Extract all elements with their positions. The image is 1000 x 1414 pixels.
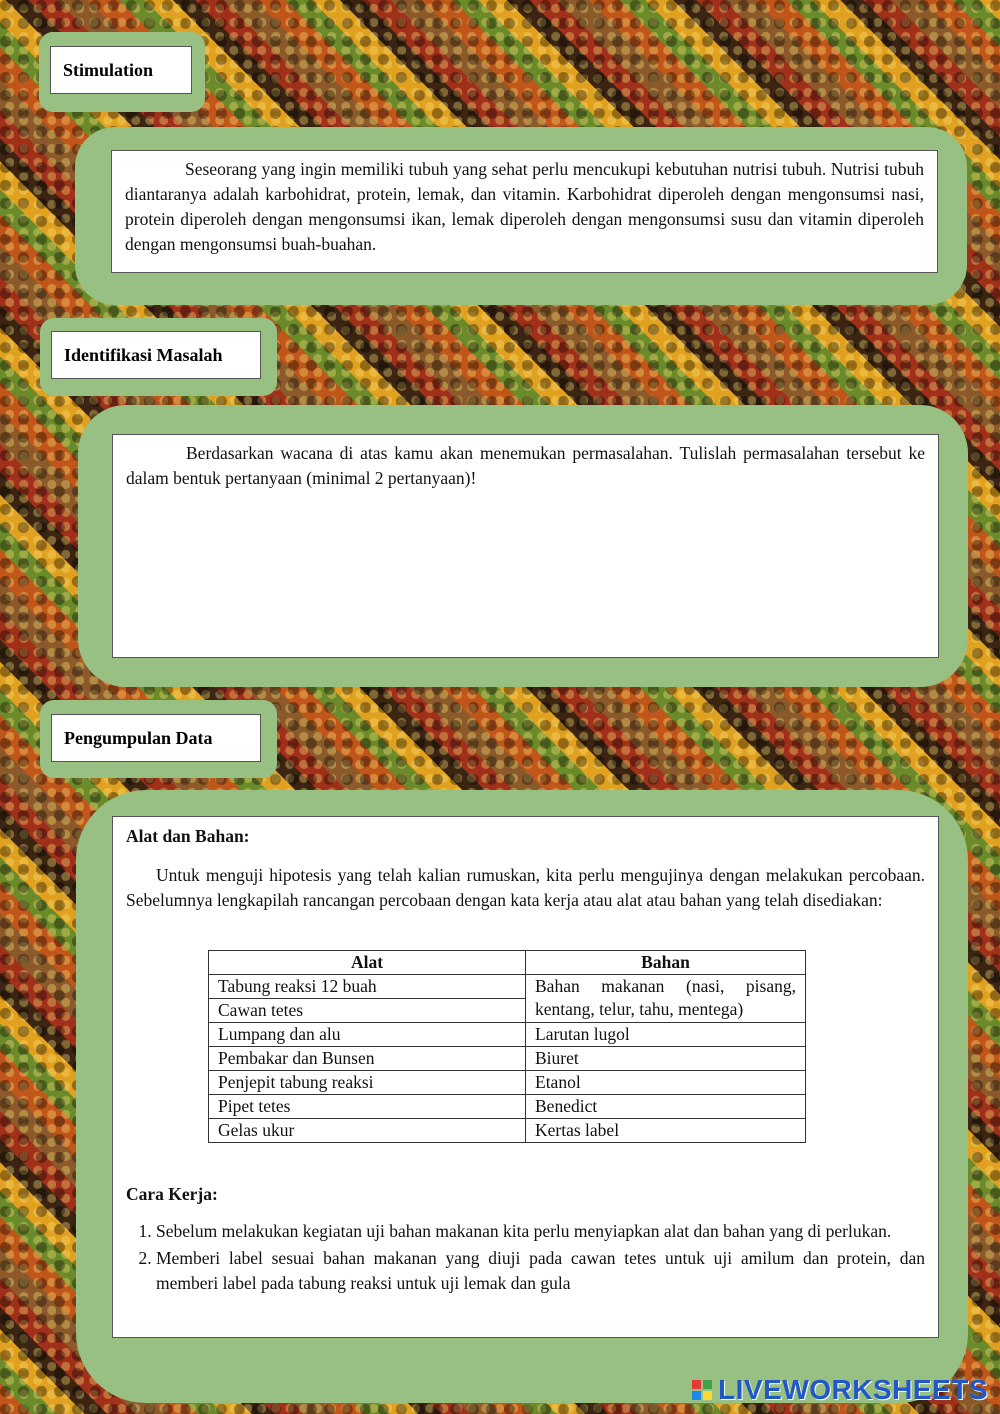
table-cell-alat: Pembakar dan Bunsen: [209, 1047, 526, 1071]
table-header-alat: Alat: [209, 951, 526, 975]
table-cell-alat: Pipet tetes: [209, 1095, 526, 1119]
table-cell-bahan: Benedict: [526, 1095, 806, 1119]
list-item: 2. Memberi label sesuai bahan makanan yang diuji pada cawan tetes untuk uji amilum dan protein, dan memberi label pada tabung reaksi untuk uji lemak dan gula: [156, 1246, 925, 1296]
table-cell-bahan: Biuret: [526, 1047, 806, 1071]
identifikasi-heading: Identifikasi Masalah: [51, 331, 261, 379]
stimulation-text: Seseorang yang ingin memiliki tubuh yang sehat perlu mencukupi kebutuhan nutrisi tubuh. Nutrisi tubuh diantaranya adalah karbohidrat, protein, lemak, dan vitamin. Karbohidrat diperoleh dengan mengonsumsi nasi, protein diperoleh dengan mengonsumsi ikan, lemak diperoleh dengan mengonsumsi susu dan vitamin diperoleh dengan mengonsumsi buah-buahan.: [125, 159, 924, 254]
table-header-row: [209, 951, 806, 975]
pengumpulan-heading: Pengumpulan Data: [51, 714, 261, 762]
table-cell-bahan: Bahan makanan (nasi, pisang, kentang, telur, tahu, mentega): [526, 975, 806, 1023]
cara-kerja-steps: [126, 1219, 925, 1296]
table-cell-alat: Lumpang dan alu: [209, 1023, 526, 1047]
pengumpulan-intro: Untuk menguji hipotesis yang telah kalian rumuskan, kita perlu mengujinya dengan melakukan percobaan. Sebelumnya lengkapilah rancangan percobaan dengan kata kerja atau alat atau bahan yang telah disediakan:: [126, 865, 925, 910]
table-row: [209, 1119, 806, 1143]
liveworksheets-logo: [692, 1374, 988, 1406]
logo-cubes-icon: [692, 1380, 712, 1400]
table-row: [209, 1071, 806, 1095]
alat-bahan-table: [208, 950, 806, 1143]
watermark-text: LIVEWORKSHEETS: [718, 1374, 988, 1405]
table-cell-alat: Tabung reaksi 12 buah: [209, 975, 526, 999]
table-cell-bahan: Etanol: [526, 1071, 806, 1095]
table-cell-alat: Gelas ukur: [209, 1119, 526, 1143]
table-cell-alat: Penjepit tabung reaksi: [209, 1071, 526, 1095]
table-row: [209, 1047, 806, 1071]
identifikasi-text: Berdasarkan wacana di atas kamu akan menemukan permasalahan. Tulislah permasalahan tersebut ke dalam bentuk pertanyaan (minimal 2 pertanyaan)!: [126, 443, 925, 488]
table-cell-bahan: Kertas label: [526, 1119, 806, 1143]
table-row: [209, 1095, 806, 1119]
alat-bahan-label: Alat dan Bahan:: [126, 826, 250, 846]
table-cell-alat: Cawan tetes: [209, 999, 526, 1023]
cara-kerja-section: [126, 1182, 925, 1298]
table-cell-bahan: Larutan lugol: [526, 1023, 806, 1047]
identifikasi-answer-box[interactable]: [112, 434, 939, 658]
table-row: [209, 975, 806, 999]
stimulation-heading: Stimulation: [50, 46, 192, 94]
cara-kerja-label: Cara Kerja:: [126, 1184, 218, 1204]
table-header-bahan: Bahan: [526, 951, 806, 975]
pengumpulan-content-box: [112, 816, 939, 1338]
stimulation-text-box: [111, 150, 938, 273]
list-item: 1. Sebelum melakukan kegiatan uji bahan makanan kita perlu menyiapkan alat dan bahan yang di perlukan.: [156, 1219, 925, 1244]
table-row: [209, 1023, 806, 1047]
